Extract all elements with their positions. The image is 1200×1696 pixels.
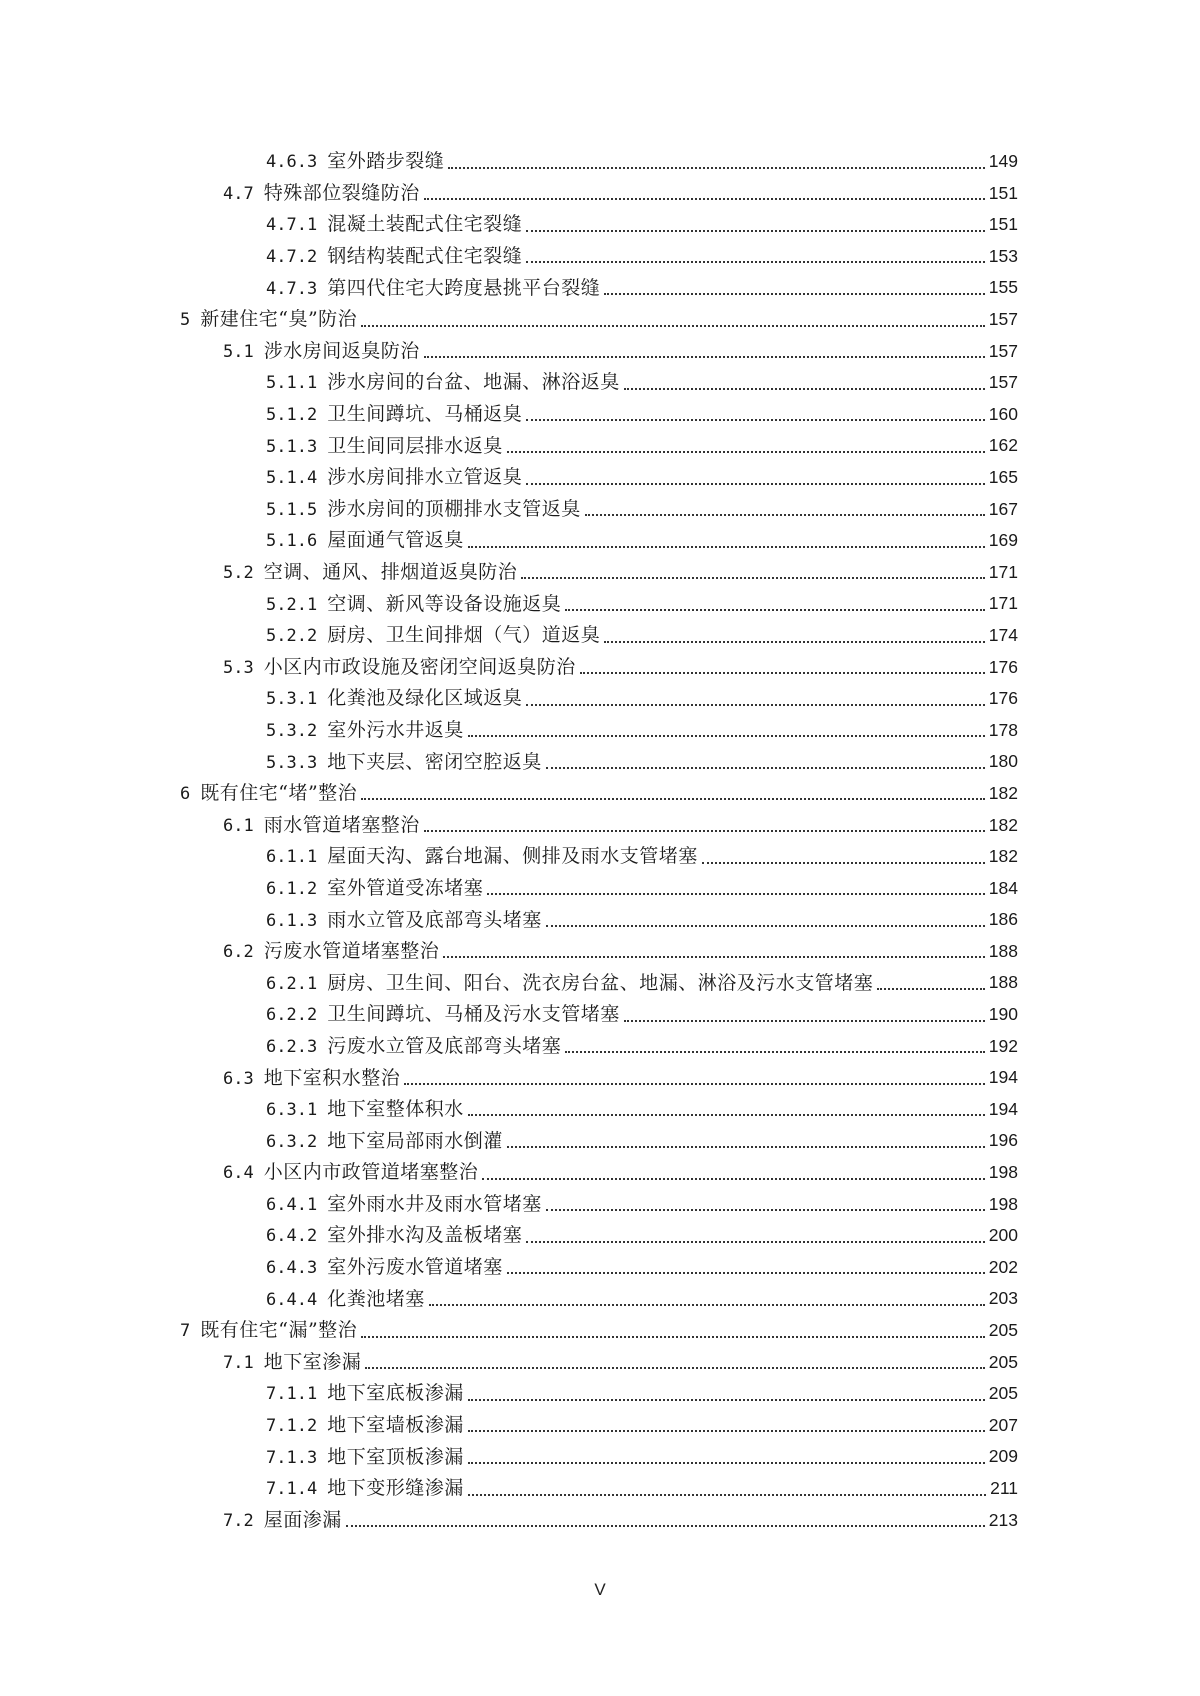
dot-leader xyxy=(346,1524,985,1527)
dot-leader xyxy=(468,1398,985,1401)
dot-leader xyxy=(565,608,985,611)
toc-entry[interactable] xyxy=(0,1410,1200,1442)
toc-entry-number: 6.1.2 xyxy=(266,878,318,899)
toc-entry-title xyxy=(266,1005,620,1024)
dot-leader xyxy=(604,640,985,643)
toc-entry-text: 钢结构装配式住宅裂缝 xyxy=(327,245,523,268)
dot-leader xyxy=(429,1303,985,1306)
toc-entry-number: 6.3.2 xyxy=(266,1131,318,1152)
toc-entry-number: 5.3 xyxy=(223,657,254,678)
dot-leader xyxy=(507,1145,985,1148)
dot-leader xyxy=(468,1461,985,1464)
toc-entry-number: 5.2.1 xyxy=(266,594,318,615)
toc-entry-title xyxy=(223,1163,478,1182)
dot-leader xyxy=(507,1271,985,1274)
toc-entry-title xyxy=(266,1192,542,1215)
toc-entry-number: 7.1.2 xyxy=(266,1416,318,1437)
dot-leader xyxy=(404,1082,985,1085)
toc-entry-page: 157 xyxy=(988,309,1018,330)
toc-entry-number: 5.3.2 xyxy=(266,720,318,741)
toc-entry-title xyxy=(266,468,522,487)
toc-entry-title xyxy=(223,1066,401,1089)
toc-entry-text: 地下变形缝渗漏 xyxy=(327,1477,464,1500)
dot-leader xyxy=(361,1335,985,1338)
toc-entry-page: 165 xyxy=(988,466,1018,487)
dot-leader xyxy=(526,229,985,232)
toc-entry[interactable] xyxy=(0,557,1200,589)
toc-entry-page: 205 xyxy=(988,1320,1018,1341)
toc-entry-text: 涉水房间返臭防治 xyxy=(263,339,420,362)
toc-entry[interactable] xyxy=(0,1315,1200,1347)
toc-entry-page: 194 xyxy=(988,1098,1018,1119)
toc-entry-number: 4.7.1 xyxy=(266,215,318,236)
toc-entry-text: 地下室整体积水 xyxy=(327,1098,464,1121)
toc-entry-page: 192 xyxy=(988,1035,1018,1056)
toc-entry-title xyxy=(223,942,439,961)
toc-entry-text: 卫生间蹲坑、马桶及污水支管堵塞 xyxy=(327,1003,620,1026)
toc-entry-number: 6.1.3 xyxy=(266,910,318,931)
toc-entry[interactable] xyxy=(0,1347,1200,1379)
toc-entry-title xyxy=(266,1258,503,1277)
toc-entry-text: 地下室墙板渗漏 xyxy=(327,1414,464,1437)
dot-leader xyxy=(526,703,985,706)
toc-entry-text: 卫生间蹲坑、马桶返臭 xyxy=(327,403,523,426)
toc-entry-title xyxy=(266,592,562,615)
toc-entry-title xyxy=(266,373,620,392)
toc-entry[interactable] xyxy=(0,272,1200,304)
toc-entry-page: 151 xyxy=(988,182,1018,203)
toc-entry-title xyxy=(266,152,444,171)
toc-entry-title xyxy=(266,1129,503,1152)
toc-entry[interactable] xyxy=(0,1125,1200,1157)
toc-entry-title xyxy=(266,1287,425,1310)
toc-entry-text: 既有住宅“堵”整治 xyxy=(200,782,358,805)
dot-leader xyxy=(468,1113,985,1116)
toc-entry[interactable] xyxy=(0,462,1200,494)
dot-leader xyxy=(468,1493,986,1496)
toc-entry-text: 屋面天沟、露台地漏、侧排及雨水支管堵塞 xyxy=(327,845,698,868)
toc-entry-text: 室外踏步裂缝 xyxy=(327,150,445,173)
toc-entry-text: 地下室底板渗漏 xyxy=(327,1382,464,1405)
toc-entry[interactable] xyxy=(0,936,1200,968)
toc-entry-text: 屋面通气管返臭 xyxy=(327,529,464,552)
toc-entry-number: 6.3.1 xyxy=(266,1100,318,1121)
toc-entry[interactable] xyxy=(0,241,1200,273)
toc-entry-text: 雨水立管及底部弯头堵塞 xyxy=(327,908,542,931)
toc-entry-page: 186 xyxy=(988,909,1018,930)
dot-leader xyxy=(526,418,985,421)
toc-entry-text: 雨水管道堵塞整治 xyxy=(263,813,420,836)
toc-entry-number: 5.1.6 xyxy=(266,531,318,552)
toc-entry-title xyxy=(266,750,542,773)
toc-entry-title xyxy=(223,1350,362,1373)
toc-entry-page: 207 xyxy=(988,1414,1018,1435)
dot-leader xyxy=(526,482,985,485)
toc-entry-title xyxy=(266,847,698,866)
toc-entry-text: 空调、通风、排烟道返臭防治 xyxy=(263,561,518,584)
dot-leader xyxy=(424,355,985,358)
toc-entry-number: 6.2.3 xyxy=(266,1036,318,1057)
toc-entry-number: 6.2 xyxy=(223,942,254,963)
dot-leader xyxy=(365,1366,985,1369)
toc-entry-text: 小区内市政管道堵塞整治 xyxy=(263,1161,479,1184)
toc-entry[interactable] xyxy=(0,683,1200,715)
toc-entry-text: 污废水管道堵塞整治 xyxy=(263,940,440,963)
dot-leader xyxy=(702,861,985,864)
dot-leader xyxy=(448,166,985,169)
toc-entry-text: 地下室局部雨水倒灌 xyxy=(327,1129,503,1152)
toc-entry-number: 6 xyxy=(180,784,191,805)
toc-entry-text: 室外污废水管道堵塞 xyxy=(327,1256,503,1279)
toc-entry-number: 7.1 xyxy=(223,1352,254,1373)
toc-entry-page: 157 xyxy=(988,340,1018,361)
toc-entry-title xyxy=(266,971,874,994)
dot-leader xyxy=(877,987,985,990)
toc-entry[interactable] xyxy=(0,873,1200,905)
toc-entry[interactable] xyxy=(0,841,1200,873)
toc-entry-title xyxy=(223,181,420,204)
toc-entry-title xyxy=(266,531,464,550)
toc-entry-page: 174 xyxy=(988,624,1018,645)
toc-entry-number: 6.4 xyxy=(223,1163,254,1184)
toc-entry-number: 7 xyxy=(180,1321,191,1342)
toc-entry-title xyxy=(266,1100,464,1119)
toc-entry[interactable] xyxy=(0,620,1200,652)
toc-entry-title xyxy=(266,1445,464,1468)
toc-entry[interactable] xyxy=(0,430,1200,462)
toc-entry-number: 6.2.2 xyxy=(266,1005,318,1026)
toc-entry[interactable] xyxy=(0,588,1200,620)
toc-entry-number: 6.3 xyxy=(223,1068,254,1089)
toc-entry-text: 室外污水井返臭 xyxy=(327,718,464,741)
toc-entry-number: 6.4.1 xyxy=(266,1194,318,1215)
toc-entry[interactable] xyxy=(0,1031,1200,1063)
dot-leader xyxy=(487,892,985,895)
dot-leader xyxy=(468,545,985,548)
page-number: V xyxy=(594,1580,606,1599)
dot-leader xyxy=(361,324,985,327)
toc-entry[interactable] xyxy=(0,1441,1200,1473)
toc-entry-title xyxy=(266,689,522,708)
toc-entry-number: 5.2 xyxy=(223,563,254,584)
toc-entry[interactable] xyxy=(0,809,1200,841)
toc-entry[interactable] xyxy=(0,399,1200,431)
toc-entry-title xyxy=(180,1321,357,1340)
toc-entry[interactable] xyxy=(0,1378,1200,1410)
toc-entry-number: 5.1.1 xyxy=(266,373,318,394)
toc-entry-number: 5.1.3 xyxy=(266,436,318,457)
toc-entry-page: 200 xyxy=(988,1225,1018,1246)
toc-entry[interactable] xyxy=(0,746,1200,778)
dot-leader xyxy=(482,1177,985,1180)
toc-entry[interactable] xyxy=(0,336,1200,368)
toc-entry-page: 176 xyxy=(988,656,1018,677)
toc-entry-text: 涉水房间的台盆、地漏、淋浴返臭 xyxy=(327,371,620,394)
toc-entry-number: 7.2 xyxy=(223,1510,254,1531)
toc-entry-number: 5.3.3 xyxy=(266,752,318,773)
toc-entry[interactable] xyxy=(0,967,1200,999)
table-of-contents xyxy=(0,146,1200,1536)
toc-entry-page: 176 xyxy=(988,688,1018,709)
toc-entry-page: 182 xyxy=(988,782,1018,803)
toc-entry-text: 化粪池堵塞 xyxy=(327,1287,425,1310)
toc-entry-title xyxy=(223,563,517,582)
toc-entry-number: 5.2.2 xyxy=(266,626,318,647)
toc-entry-text: 空调、新风等设备设施返臭 xyxy=(327,592,562,615)
dot-leader xyxy=(624,1019,985,1022)
dot-leader xyxy=(546,924,985,927)
toc-entry-text: 化粪池及绿化区域返臭 xyxy=(327,687,523,710)
toc-entry-title xyxy=(180,310,357,329)
toc-entry-text: 厨房、卫生间排烟（气）道返臭 xyxy=(327,624,601,647)
toc-entry[interactable] xyxy=(0,209,1200,241)
toc-entry-page: 171 xyxy=(988,593,1018,614)
toc-entry-title xyxy=(266,1479,464,1498)
toc-entry-number: 5.1.4 xyxy=(266,468,318,489)
toc-entry-title xyxy=(266,1384,464,1403)
toc-entry-title xyxy=(266,497,581,520)
toc-entry-text: 既有住宅“漏”整治 xyxy=(200,1319,358,1342)
toc-entry-number: 6.4.4 xyxy=(266,1289,318,1310)
toc-entry-text: 特殊部位裂缝防治 xyxy=(263,181,420,204)
toc-entry-page: 149 xyxy=(988,151,1018,172)
toc-entry-title xyxy=(266,718,464,741)
toc-entry[interactable] xyxy=(0,999,1200,1031)
dot-leader xyxy=(424,197,985,200)
toc-entry-title xyxy=(266,215,522,234)
toc-entry-page: 180 xyxy=(988,751,1018,772)
toc-entry-text: 屋面渗漏 xyxy=(263,1508,342,1531)
toc-entry-page: 213 xyxy=(988,1509,1018,1530)
toc-entry-page: 203 xyxy=(988,1288,1018,1309)
toc-entry[interactable] xyxy=(0,367,1200,399)
toc-entry-title xyxy=(223,1508,342,1531)
toc-entry-title xyxy=(223,655,576,678)
toc-entry-number: 6.1 xyxy=(223,815,254,836)
dot-leader xyxy=(580,671,985,674)
toc-entry[interactable] xyxy=(0,178,1200,210)
dot-leader xyxy=(468,734,985,737)
toc-entry-page: 190 xyxy=(988,1004,1018,1025)
dot-leader xyxy=(546,1208,985,1211)
toc-entry[interactable] xyxy=(0,904,1200,936)
toc-entry-number: 5.1.2 xyxy=(266,405,318,426)
toc-entry-text: 新建住宅“臭”防治 xyxy=(200,308,358,331)
toc-entry-text: 地下室渗漏 xyxy=(263,1350,362,1373)
toc-entry-title xyxy=(266,1226,522,1245)
toc-entry-title xyxy=(180,784,357,803)
dot-leader xyxy=(604,292,985,295)
toc-entry-page: 198 xyxy=(988,1193,1018,1214)
toc-entry[interactable] xyxy=(0,304,1200,336)
toc-entry-number: 4.7.2 xyxy=(266,247,318,268)
toc-entry-page: 151 xyxy=(988,214,1018,235)
toc-entry[interactable] xyxy=(0,525,1200,557)
dot-leader xyxy=(424,829,985,832)
toc-entry-title xyxy=(266,908,542,931)
toc-entry-page: 211 xyxy=(990,1477,1018,1498)
toc-entry-page: 194 xyxy=(988,1067,1018,1088)
toc-entry-number: 6.4.3 xyxy=(266,1258,318,1279)
toc-entry[interactable] xyxy=(0,146,1200,178)
toc-entry-text: 卫生间同层排水返臭 xyxy=(327,434,503,457)
toc-entry[interactable] xyxy=(0,715,1200,747)
toc-entry[interactable] xyxy=(0,1473,1200,1505)
toc-entry-page: 205 xyxy=(988,1383,1018,1404)
toc-entry-text: 涉水房间的顶棚排水支管返臭 xyxy=(327,497,581,520)
toc-entry-text: 第四代住宅大跨度悬挑平台裂缝 xyxy=(327,276,601,299)
dot-leader xyxy=(526,1240,985,1243)
dot-leader xyxy=(507,450,985,453)
toc-entry[interactable] xyxy=(0,1189,1200,1221)
toc-entry-text: 室外管道受冻堵塞 xyxy=(327,876,484,899)
toc-entry[interactable] xyxy=(0,1157,1200,1189)
toc-entry-title xyxy=(223,813,420,836)
dot-leader xyxy=(526,260,985,263)
dot-leader xyxy=(468,1429,985,1432)
toc-entry-page: 171 xyxy=(988,561,1018,582)
toc-entry-title xyxy=(266,434,503,457)
toc-entry-text: 小区内市政设施及密闭空间返臭防治 xyxy=(263,655,576,678)
toc-entry-page: 182 xyxy=(988,846,1018,867)
toc-entry[interactable] xyxy=(0,1505,1200,1537)
toc-entry-page: 205 xyxy=(988,1351,1018,1372)
toc-entry-page: 157 xyxy=(988,372,1018,393)
dot-leader xyxy=(624,387,985,390)
toc-entry-number: 7.1.1 xyxy=(266,1384,318,1405)
dot-leader xyxy=(361,797,985,800)
toc-entry-title xyxy=(266,626,600,645)
toc-entry-number: 7.1.3 xyxy=(266,1447,318,1468)
toc-entry-text: 地下室顶板渗漏 xyxy=(327,1445,464,1468)
toc-entry[interactable] xyxy=(0,652,1200,684)
toc-entry-text: 厨房、卫生间、阳台、洗衣房台盆、地漏、淋浴及污水支管堵塞 xyxy=(327,971,874,994)
toc-entry-text: 混凝土装配式住宅裂缝 xyxy=(327,213,523,236)
toc-entry-text: 地下室积水整治 xyxy=(263,1066,401,1089)
toc-entry-title xyxy=(223,339,420,362)
toc-entry-page: 167 xyxy=(988,498,1018,519)
toc-entry-number: 5.1.5 xyxy=(266,499,318,520)
toc-entry-title xyxy=(266,405,522,424)
toc-entry-number: 7.1.4 xyxy=(266,1479,318,1500)
toc-entry-title xyxy=(266,1034,562,1057)
toc-entry[interactable] xyxy=(0,1094,1200,1126)
toc-entry-text: 污废水立管及底部弯头堵塞 xyxy=(327,1034,562,1057)
toc-entry-page: 188 xyxy=(988,972,1018,993)
toc-entry-page: 202 xyxy=(988,1256,1018,1277)
dot-leader xyxy=(443,955,985,958)
toc-entry-text: 涉水房间排水立管返臭 xyxy=(327,466,523,489)
toc-entry-page: 209 xyxy=(988,1446,1018,1467)
toc-entry-number: 5.1 xyxy=(223,341,254,362)
toc-entry-number: 4.7 xyxy=(223,183,254,204)
toc-entry-page: 155 xyxy=(988,277,1018,298)
toc-entry[interactable] xyxy=(0,1252,1200,1284)
dot-leader xyxy=(585,513,985,516)
toc-entry[interactable] xyxy=(0,778,1200,810)
toc-entry-number: 6.1.1 xyxy=(266,847,318,868)
toc-entry-page: 182 xyxy=(988,814,1018,835)
toc-entry-number: 4.6.3 xyxy=(266,152,318,173)
toc-entry-page: 184 xyxy=(988,877,1018,898)
toc-entry[interactable] xyxy=(0,494,1200,526)
toc-entry-title xyxy=(266,276,601,299)
dot-leader xyxy=(521,576,985,579)
toc-entry-page: 160 xyxy=(988,403,1018,424)
toc-entry[interactable] xyxy=(0,1220,1200,1252)
toc-entry-page: 153 xyxy=(988,245,1018,266)
toc-entry[interactable] xyxy=(0,1062,1200,1094)
toc-entry-text: 室外雨水井及雨水管堵塞 xyxy=(327,1192,542,1215)
toc-entry-number: 5.3.1 xyxy=(266,689,318,710)
toc-entry-text: 地下夹层、密闭空腔返臭 xyxy=(327,750,542,773)
dot-leader xyxy=(565,1050,985,1053)
toc-entry-text: 室外排水沟及盖板堵塞 xyxy=(327,1224,523,1247)
dot-leader xyxy=(546,766,985,769)
toc-entry[interactable] xyxy=(0,1283,1200,1315)
toc-entry-page: 188 xyxy=(988,940,1018,961)
toc-entry-title xyxy=(266,876,484,899)
toc-entry-number: 4.7.3 xyxy=(266,278,318,299)
toc-entry-page: 178 xyxy=(988,719,1018,740)
toc-entry-title xyxy=(266,247,522,266)
toc-entry-page: 196 xyxy=(988,1130,1018,1151)
toc-entry-number: 5 xyxy=(180,310,191,331)
toc-entry-number: 6.2.1 xyxy=(266,973,318,994)
toc-entry-title xyxy=(266,1416,464,1435)
toc-entry-page: 169 xyxy=(988,530,1018,551)
toc-entry-number: 6.4.2 xyxy=(266,1226,318,1247)
toc-entry-page: 162 xyxy=(988,435,1018,456)
toc-entry-page: 198 xyxy=(988,1162,1018,1183)
